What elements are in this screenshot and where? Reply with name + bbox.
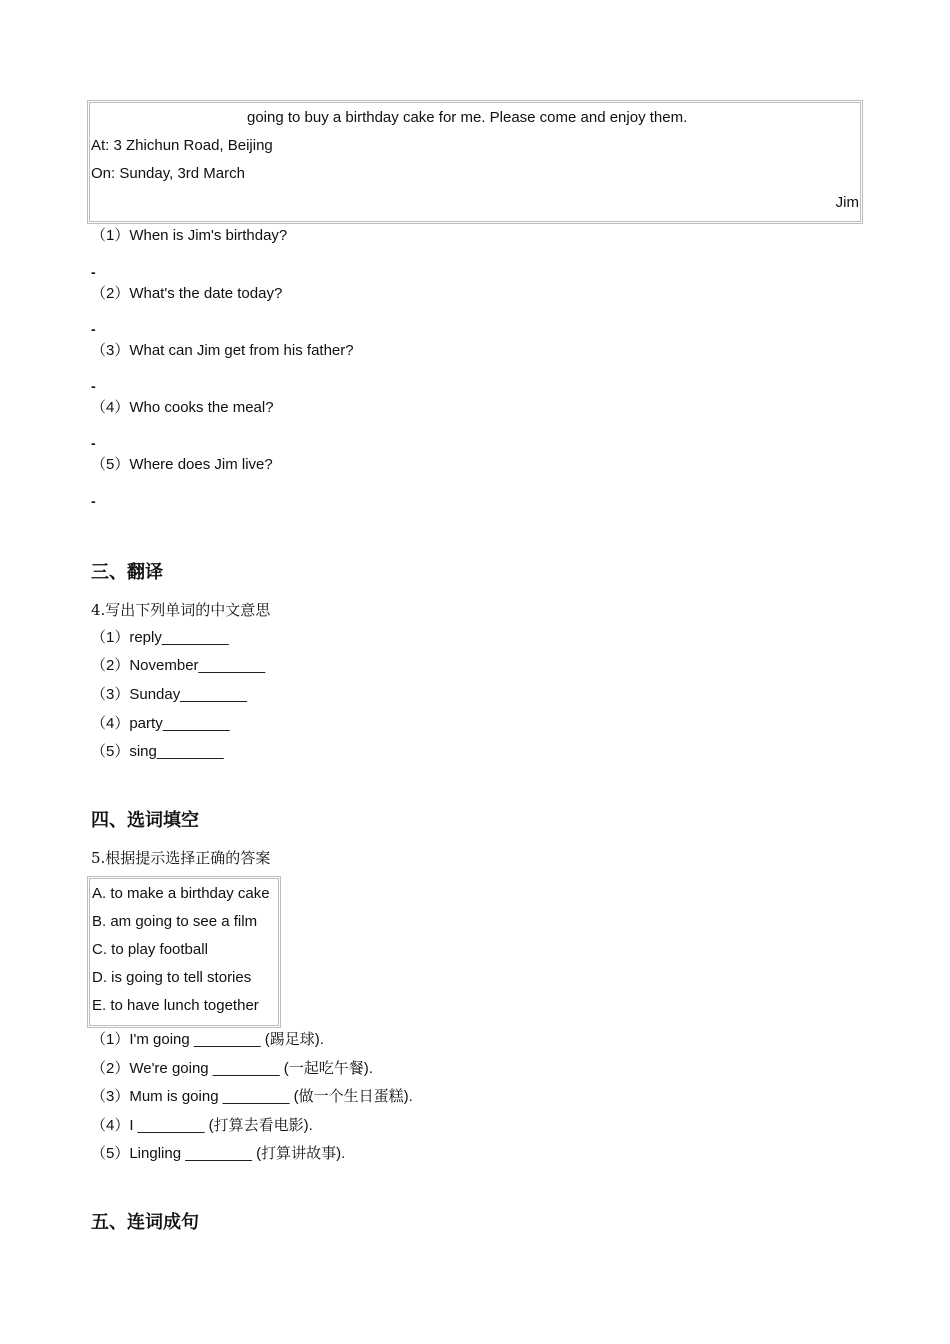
fill-item-3: （3）Mum is going ________ (做一个生日蛋糕).: [91, 1088, 413, 1105]
question-1: （1）When is Jim's birthday?: [91, 227, 288, 244]
fill-item-1: （1）I'm going ________ (踢足球).: [91, 1031, 324, 1048]
fill-item-4: （4）I ________ (打算去看电影).: [91, 1117, 313, 1134]
invitation-box: [87, 100, 863, 224]
question-2: （2）What's the date today?: [91, 285, 283, 302]
question-4: （4）Who cooks the meal?: [91, 399, 274, 416]
option-a: A. to make a birthday cake: [92, 885, 270, 902]
invitation-line-1: going to buy a birthday cake for me. Please come and enjoy them.: [247, 109, 688, 126]
section-5-heading: 五、连词成句: [91, 1212, 199, 1233]
answer-line-1[interactable]: -: [91, 264, 96, 280]
translate-item-4: （4）party________: [91, 715, 230, 732]
question-3: （3）What can Jim get from his father?: [91, 342, 354, 359]
fill-item-5: （5）Lingling ________ (打算讲故事).: [91, 1145, 346, 1162]
section-3-prompt: 4.写出下列单词的中文意思: [91, 601, 271, 619]
fill-item-2: （2）We're going ________ (一起吃午餐).: [91, 1060, 373, 1077]
invitation-signature: Jim: [835, 194, 859, 211]
option-b: B. am going to see a film: [92, 913, 258, 930]
translate-item-5: （5）sing________: [91, 743, 224, 760]
option-e: E. to have lunch together: [92, 997, 259, 1014]
translate-item-1: （1）reply________: [91, 629, 229, 646]
translate-item-2: （2）November________: [91, 657, 266, 674]
options-box: [87, 876, 281, 1028]
answer-line-5[interactable]: -: [91, 493, 96, 509]
answer-line-2[interactable]: -: [91, 321, 96, 337]
section-3-heading: 三、翻译: [91, 562, 163, 583]
option-c: C. to play football: [92, 941, 208, 958]
question-5: （5）Where does Jim live?: [91, 456, 273, 473]
answer-line-4[interactable]: -: [91, 435, 96, 451]
invitation-address: At: 3 Zhichun Road, Beijing: [91, 137, 273, 154]
section-4-heading: 四、选词填空: [91, 810, 199, 831]
answer-line-3[interactable]: -: [91, 378, 96, 394]
option-d: D. is going to tell stories: [92, 969, 252, 986]
section-4-prompt: 5.根据提示选择正确的答案: [91, 849, 271, 867]
translate-item-3: （3）Sunday________: [91, 686, 247, 703]
invitation-date: On: Sunday, 3rd March: [91, 165, 245, 182]
